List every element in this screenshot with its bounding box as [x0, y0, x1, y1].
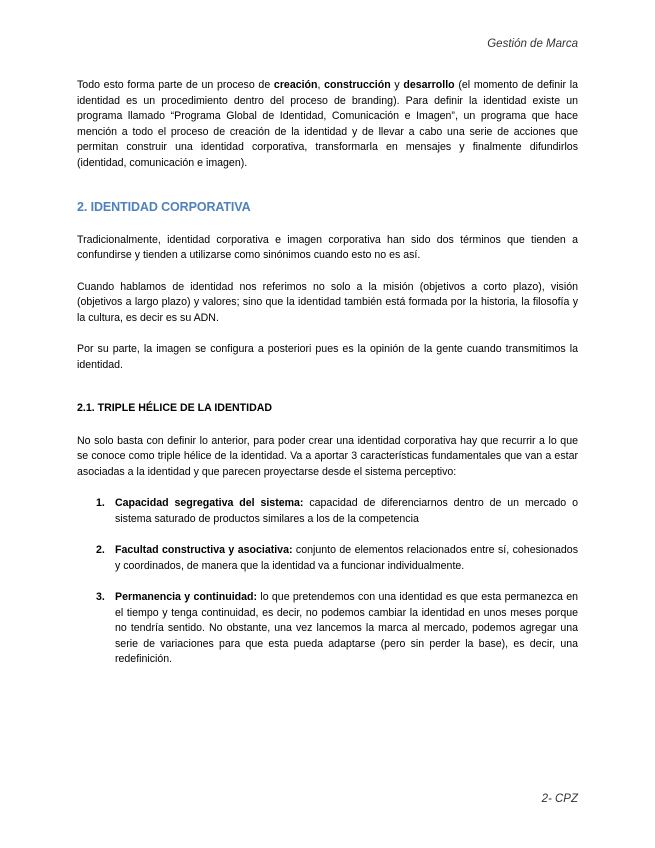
intro-text-post: (el momento de definir la identidad es un procedimiento dentro del proceso de branding). Para definir la identidad existe un programa llamado “Programa Global de Identidad, Comunicación e Imagen”, un programa que hace mención a todo el proceso de creación de la identidad y de llevar a cabo una serie de acciones que permitan construir una identidad corporativa, transformarla en mensajes y finalmente difundirlos (identidad, comunicación e imagen).: [77, 79, 578, 169]
list-item-text: lo que pretendemos con una identidad es que esta permanezca en el tiempo y tenga continuidad, es decir, no podemos cambiar la identidad en unos meses porque no tendría sentido. No obstante, una vez lancemos la marca al mercado, podemos agregar una serie de variaciones para que esta pueda adaptarse (pero sin perder la base), es decir, una redefinición.: [115, 591, 578, 665]
list-item-number: 1.: [96, 497, 105, 509]
subsection-heading: 2.1. TRIPLE HÉLICE DE LA IDENTIDAD: [77, 402, 273, 414]
section-heading: 2. IDENTIDAD CORPORATIVA: [77, 200, 251, 214]
list-item: [96, 543, 578, 574]
list-item-number: 2.: [96, 544, 105, 556]
list-item-text: conjunto de elementos relacionados entre sí, cohesionados y coordinados, de manera que la identidad va a funcionar individualmente.: [115, 544, 578, 572]
page-number: 2- CPZ: [541, 793, 578, 805]
intro-bold-construccion: construcción: [324, 79, 391, 91]
list-item-term: Permanencia y continuidad:: [115, 591, 258, 603]
section-paragraph: Cuando hablamos de identidad nos referimos no solo a la misión (objetivos a corto plazo), visión (objetivos a largo plazo) y valores; sino que la identidad también está formada por la historia, la filosofía y la cultura, es decir es su ADN.: [77, 280, 578, 324]
section-paragraph: Tradicionalmente, identidad corporativa e imagen corporativa han sido dos términos que tienden a confundirse y tienden a utilizarse como sinónimos cuando esto no es así.: [77, 233, 578, 261]
intro-bold-desarrollo: desarrollo: [403, 79, 455, 91]
helix-features-list: [77, 496, 578, 668]
intro-text-pre: Todo esto forma parte de un proceso de: [77, 79, 274, 91]
list-item: [96, 590, 578, 668]
running-header: Gestión de Marca: [487, 38, 578, 50]
intro-sep-1: ,: [317, 79, 325, 91]
list-item-term: Capacidad segregativa del sistema:: [115, 497, 304, 509]
document-body: [77, 78, 578, 668]
list-item-number: 3.: [96, 591, 105, 603]
intro-paragraph: [77, 78, 578, 171]
intro-bold-creacion: creación: [273, 79, 318, 91]
subsection-paragraph: No solo basta con definir lo anterior, para poder crear una identidad corporativa hay que recurrir a lo que se conoce como triple hélice de la identidad. Va a aportar 3 características fundamentales que van a estar asociadas a la identidad y que parecen proyectarse desde el sistema perceptivo:: [77, 434, 578, 478]
list-item: [96, 496, 578, 527]
list-item-text: capacidad de diferenciarnos dentro de un mercado o sistema saturado de productos similares a los de la competencia: [115, 497, 578, 525]
intro-sep-2: y: [390, 79, 404, 91]
section-paragraph: Por su parte, la imagen se configura a posteriori pues es la opinión de la gente cuando transmitimos la identidad.: [77, 343, 578, 371]
list-item-term: Facultad constructiva y asociativa:: [115, 544, 293, 556]
